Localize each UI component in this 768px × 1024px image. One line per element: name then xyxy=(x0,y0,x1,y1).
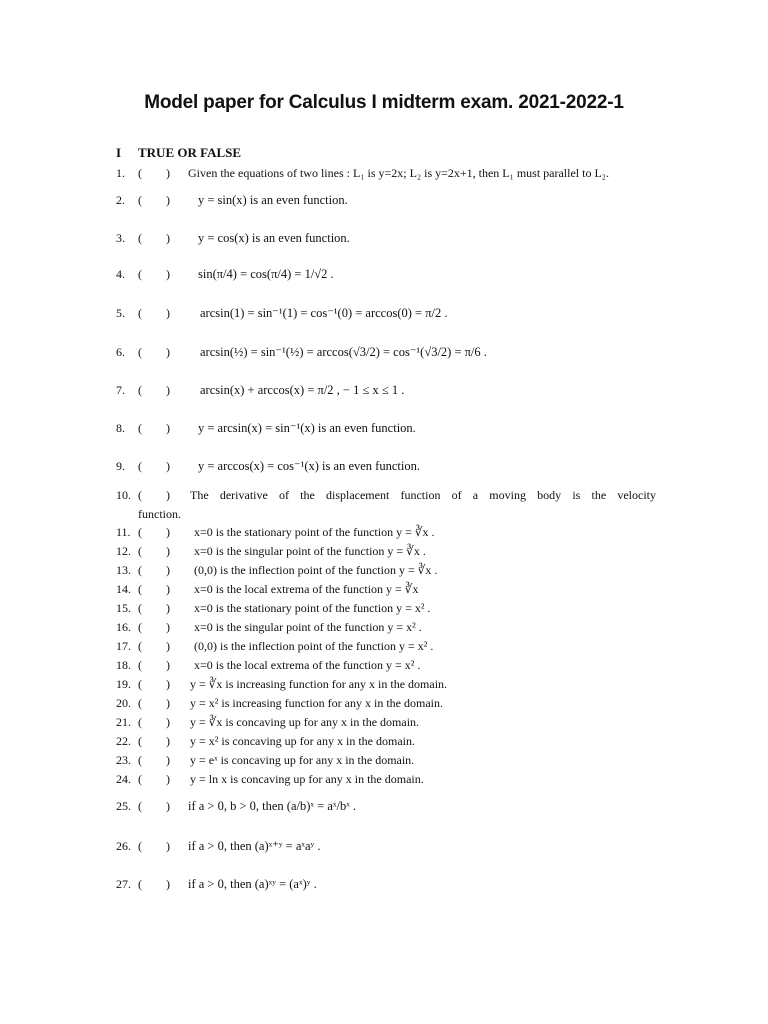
question-number: 22. xyxy=(116,734,131,748)
question-number: 25. xyxy=(116,799,131,813)
answer-blank[interactable]: ( ) xyxy=(138,383,170,397)
answer-blank[interactable]: ( ) xyxy=(138,839,170,853)
question-number: 23. xyxy=(116,753,131,767)
question-item xyxy=(116,486,676,526)
question-number: 5. xyxy=(116,306,125,320)
question-text: arcsin(x) + arccos(x) = π/2 , − 1 ≤ x ≤ 1 . xyxy=(200,383,405,397)
page-title: Model paper for Calculus I midterm exam. 2021-2022-1 xyxy=(144,92,624,113)
question-text: if a > 0, then (a)ˣ⁺ʸ = aˣaʸ . xyxy=(188,839,321,853)
question-text: x=0 is the stationary point of the function y = ∛x . xyxy=(194,525,435,539)
answer-blank[interactable]: ( ) xyxy=(138,267,170,281)
answer-blank[interactable]: ( ) xyxy=(138,877,170,891)
question-number: 24. xyxy=(116,772,131,786)
answer-blank[interactable]: ( ) xyxy=(138,231,170,245)
question-text: (0,0) is the inflection point of the function y = ∛x . xyxy=(194,563,438,577)
section-heading xyxy=(116,145,241,161)
question-number: 11. xyxy=(116,525,131,539)
question-text: x=0 is the local extrema of the function y = x² . xyxy=(194,658,421,672)
question-text: y = ∛x is increasing function for any x in the domain. xyxy=(190,677,448,691)
question-text: y = ln x is concaving up for any x in the domain. xyxy=(190,772,424,786)
answer-blank[interactable]: ( ) xyxy=(138,753,170,767)
question-text: y = x² is concaving up for any x in the domain. xyxy=(190,734,415,748)
question-number: 12. xyxy=(116,544,131,558)
question-number: 3. xyxy=(116,231,125,245)
question-number: 7. xyxy=(116,383,125,397)
question-number: 1. xyxy=(116,166,125,180)
question-number: 15. xyxy=(116,601,131,615)
question-text: (0,0) is the inflection point of the function y = x² . xyxy=(194,639,434,653)
question-text: x=0 is the singular point of the function y = ∛x . xyxy=(194,544,426,558)
answer-blank[interactable]: ( ) xyxy=(138,772,170,786)
section-number: I xyxy=(116,145,122,160)
question-text: x=0 is the singular point of the function y = x² . xyxy=(194,620,422,634)
question-number: 21. xyxy=(116,715,131,729)
answer-blank[interactable]: ( ) xyxy=(138,563,170,577)
answer-blank[interactable]: ( ) xyxy=(138,421,170,435)
question-text: y = arcsin(x) = sin⁻¹(x) is an even function. xyxy=(198,421,416,435)
answer-blank[interactable]: ( ) xyxy=(138,677,170,691)
question-text: Given the equations of two lines : L₁ is y=2x; L₂ is y=2x+1, then L₁ must parallel to L₂. xyxy=(188,166,609,180)
question-text: x=0 is the local extrema of the function y = ∛x xyxy=(194,582,419,596)
answer-blank[interactable]: ( ) xyxy=(138,696,170,710)
answer-blank[interactable]: ( ) xyxy=(138,601,170,615)
question-number: 16. xyxy=(116,620,131,634)
question-number: 13. xyxy=(116,563,131,577)
question-number: 19. xyxy=(116,677,131,691)
question-text: arcsin(1) = sin⁻¹(1) = cos⁻¹(0) = arccos(0) = π/2 . xyxy=(200,306,448,320)
section-label: TRUE OR FALSE xyxy=(138,145,242,160)
answer-blank[interactable]: ( ) xyxy=(138,734,170,748)
answer-blank[interactable]: ( ) xyxy=(138,193,170,207)
answer-blank[interactable]: ( ) xyxy=(138,582,170,596)
question-text: sin(π/4) = cos(π/4) = 1/√2 . xyxy=(198,267,334,281)
question-text: y = sin(x) is an even function. xyxy=(198,193,348,207)
question-number: 18. xyxy=(116,658,131,672)
question-number: 27. xyxy=(116,877,131,891)
answer-blank[interactable]: ( ) xyxy=(138,620,170,634)
question-text: if a > 0, b > 0, then (a/b)ˣ = aˣ/bˣ . xyxy=(188,799,357,813)
question-number: 26. xyxy=(116,839,131,853)
answer-blank[interactable]: ( ) xyxy=(138,639,170,653)
question-text: y = x² is increasing function for any x in the domain. xyxy=(190,696,443,710)
question-number: 20. xyxy=(116,696,131,710)
question-text: x=0 is the stationary point of the function y = x² . xyxy=(194,601,431,615)
question-text: arcsin(½) = sin⁻¹(½) = arccos(√3/2) = cos⁻¹(√3/2) = π/6 . xyxy=(200,345,487,359)
question-text: y = ∛x is concaving up for any x in the domain. xyxy=(190,715,420,729)
answer-blank[interactable]: ( ) xyxy=(138,799,170,813)
question-number: 14. xyxy=(116,582,131,596)
answer-blank[interactable]: ( ) xyxy=(138,345,170,359)
answer-blank[interactable]: ( ) xyxy=(138,525,170,539)
question-text-continued: function. xyxy=(138,507,181,521)
answer-blank[interactable]: ( ) xyxy=(138,715,170,729)
question-text: y = cos(x) is an even function. xyxy=(198,231,350,245)
question-number: 8. xyxy=(116,421,125,435)
question-number: 17. xyxy=(116,639,131,653)
question-number: 4. xyxy=(116,267,125,281)
answer-blank[interactable]: ( ) xyxy=(138,306,170,320)
question-text: The derivative of the displacement function of a moving body is the velocity xyxy=(190,488,656,502)
question-text: y = eˣ is concaving up for any x in the domain. xyxy=(190,753,415,767)
answer-blank[interactable]: ( ) xyxy=(138,544,170,558)
answer-blank[interactable]: ( ) xyxy=(138,488,170,502)
question-text: if a > 0, then (a)ˣʸ = (aˣ)ʸ . xyxy=(188,877,317,891)
answer-blank[interactable]: ( ) xyxy=(138,658,170,672)
question-number: 10. xyxy=(116,488,131,502)
question-number: 2. xyxy=(116,193,125,207)
question-text: y = arccos(x) = cos⁻¹(x) is an even function. xyxy=(198,459,420,473)
question-number: 6. xyxy=(116,345,125,359)
answer-blank[interactable]: ( ) xyxy=(138,459,170,473)
answer-blank[interactable]: ( ) xyxy=(138,166,170,180)
question-number: 9. xyxy=(116,459,125,473)
